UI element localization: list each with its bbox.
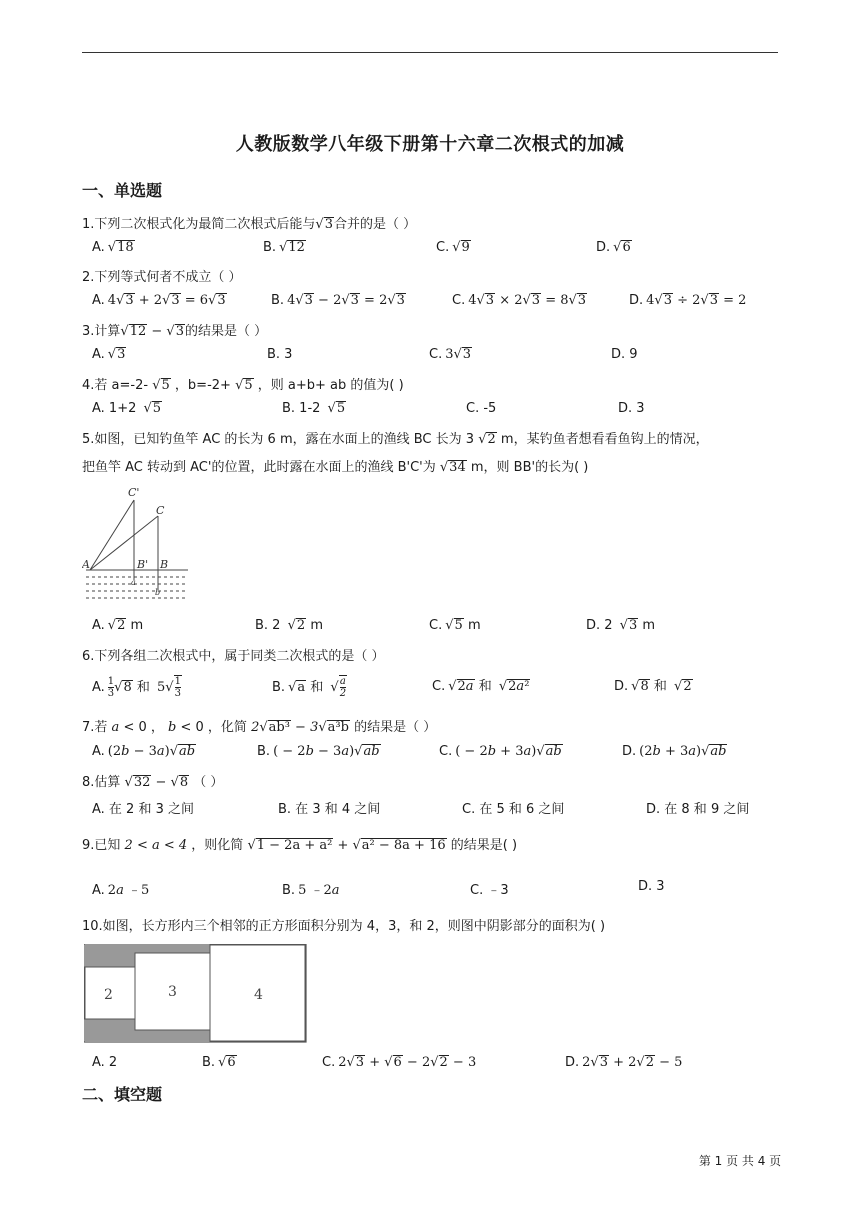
question-7: 7.若 a < 0 ， b < 0 ，化简 2√ab³ − 3√a³b 的结果是（ ） — [82, 720, 437, 735]
question-5-stem: 5.如图，已知钓鱼竿 AC 的长为 6 m，露在水面上的渔线 BC 长为 3 — [82, 432, 475, 447]
q1-option-b[interactable]: B. √12 — [263, 240, 305, 255]
q9-option-b[interactable]: B. 5 ﹣2a — [282, 883, 340, 898]
q3-option-a-label: A. — [92, 347, 105, 362]
question-10-options — [0, 1055, 860, 1075]
q7-option-d[interactable]: D. (2b + 3a)√ab — [622, 744, 727, 759]
q5-option-b[interactable]: B. 2 √2 m — [255, 618, 323, 633]
question-3: 3.计算√12 − √3的结果是（ ） — [82, 324, 268, 339]
question-5-stem-b: m，某钓鱼者想看看鱼钩上的情况， — [500, 432, 709, 447]
question-4-stem-mid: ，b=-2+ — [174, 378, 231, 393]
q8-option-b-label: B. 在 3 和 4 之间 — [278, 802, 381, 817]
q6-b-and: 和 — [310, 680, 324, 695]
question-4-stem: 4.若 a=-2- — [82, 378, 149, 393]
q2-option-b-label: B. — [271, 293, 285, 308]
question-1-stem-end: 合并的是（ ） — [333, 217, 417, 232]
q1-option-c-label: C. — [436, 240, 450, 255]
square-area-3: 3 — [168, 984, 177, 1000]
q10-option-a-label: A. 2 — [92, 1055, 118, 1070]
q5-option-c-unit: m — [467, 618, 481, 633]
question-5-line-1: 5.如图，已知钓鱼竿 AC 的长为 6 m，露在水面上的渔线 BC 长为 3 √2 m，某钓鱼者想看看鱼钩上的情况， — [82, 432, 709, 447]
q7-option-a[interactable]: A. (2b − 3a)√ab — [92, 744, 196, 759]
question-3-stem: 3.计算 — [82, 324, 121, 339]
q10-option-b-label: B. — [202, 1055, 216, 1070]
question-8-stem-end: （ ） — [193, 775, 224, 790]
q4-option-c-label: C. -5 — [466, 401, 497, 416]
label-b: B — [160, 558, 169, 571]
square-area-4: 4 — [254, 987, 263, 1003]
q2-option-c-label: C. — [452, 293, 466, 308]
q4-option-c[interactable] — [466, 401, 499, 416]
page-number: 第 1 页 共 4 页 — [698, 1154, 782, 1168]
q10-option-c-label: C. — [322, 1055, 336, 1070]
q8-option-c-label: C. 在 5 和 6 之间 — [462, 802, 565, 817]
q3-option-b[interactable] — [267, 347, 295, 362]
q6-d-and: 和 — [653, 679, 667, 694]
label-c: C — [156, 504, 165, 517]
q5-option-d[interactable]: D. 2 √3 m — [586, 618, 656, 633]
q3-option-c[interactable]: C. 3√3 — [429, 347, 472, 362]
question-3-stem-end: 的结果是（ ） — [184, 324, 268, 339]
fishing-rod-figure — [82, 484, 192, 606]
q9-option-c[interactable] — [470, 879, 512, 898]
q8-option-c[interactable] — [462, 798, 567, 817]
q5-option-c-label: C. — [429, 618, 443, 633]
question-8-stem: 8.估算 — [82, 775, 121, 790]
question-8-options — [0, 798, 860, 818]
q8-option-a[interactable] — [92, 798, 197, 817]
question-10: 10.如图，长方形内三个相邻的正方形面积分别为 4，3，和 2，则图中阴影部分的面积为( ) — [82, 919, 606, 934]
q5-option-b-label: B. 2 — [255, 618, 281, 633]
q6-option-d[interactable]: D. √8 和 √2 — [614, 679, 692, 694]
question-5-line-2: 把鱼竿 AC 转动到 AC'的位置，此时露在水面上的渔线 B'C'为 √34 m，则 BB'的长为( ) — [82, 460, 589, 475]
question-6-options — [0, 675, 860, 705]
q5-option-d-unit: m — [642, 618, 656, 633]
question-9-stem-c: 的结果是( ) — [450, 838, 518, 853]
question-2: 2.下列等式何者不成立（ ） — [82, 270, 242, 285]
q5-option-d-label: D. 2 — [586, 618, 613, 633]
question-4-options — [0, 401, 860, 421]
q6-option-b-label: B. — [272, 680, 286, 695]
q4-option-b[interactable]: B. 1-2 √5 — [282, 401, 346, 416]
question-5-stem-d: m，则 BB'的长为( ) — [470, 460, 589, 475]
q6-option-c[interactable]: C. √2a 和 √2a² — [432, 679, 530, 694]
q1-option-a[interactable]: A. √18 — [92, 240, 134, 255]
q8-option-a-label: A. 在 2 和 3 之间 — [92, 802, 195, 817]
label-hook-a: a — [131, 578, 136, 587]
q10-option-d[interactable]: D. 2√3 + 2√2 − 5 — [565, 1055, 683, 1070]
q6-option-a[interactable]: A. $\frac{1}{3}$ √8 和 5√ $\frac{1}{3}$ — [92, 676, 181, 699]
q3-option-d-label: D. 9 — [611, 347, 638, 362]
q10-option-b[interactable]: B. √6 — [202, 1055, 236, 1070]
q8-option-d[interactable] — [646, 798, 752, 817]
q9-option-a-label: A. — [92, 883, 105, 898]
label-a: A — [82, 558, 90, 571]
question-2-options — [0, 293, 860, 313]
q1-option-d[interactable]: D. √6 — [596, 240, 631, 255]
q3-option-b-label: B. 3 — [267, 347, 293, 362]
question-5-stem-c: 把鱼竿 AC 转动到 AC'的位置，此时露在水面上的渔线 B'C'为 — [82, 460, 436, 475]
q4-option-a-label: A. 1+2 — [92, 401, 137, 416]
question-5-options — [0, 618, 860, 638]
q2-option-a[interactable]: A. 4√3 + 2√3 = 6√3 — [92, 293, 226, 308]
q9-option-d[interactable] — [638, 879, 668, 894]
q9-option-c-label: C. ﹣3 — [470, 883, 509, 898]
q7-option-c-label: C. — [439, 744, 453, 759]
q7-option-a-label: A. — [92, 744, 105, 759]
q9-option-b-label: B. — [282, 883, 296, 898]
q4-option-d[interactable] — [618, 401, 648, 416]
q6-option-b[interactable]: B. √a 和 √ $\frac{a}{2}$ — [272, 676, 347, 699]
q6-option-c-label: C. — [432, 679, 446, 694]
q7-option-c[interactable]: C. ( − 2b + 3a)√ab — [439, 744, 562, 759]
question-7-stem-b: ，化简 — [207, 720, 247, 735]
question-9-stem-b: ，则化简 — [191, 838, 244, 853]
q7-option-d-label: D. — [622, 744, 637, 759]
q5-option-a[interactable]: A. √2 m — [92, 618, 144, 633]
q10-option-a[interactable] — [92, 1055, 120, 1070]
section-heading-fill-blank: 二、填空题 — [82, 1085, 163, 1104]
question-9-stem: 9.已知 — [82, 838, 121, 853]
q3-option-c-label: C. — [429, 347, 443, 362]
question-4: 4.若 a=-2- √5 ，b=-2+ √5 ，则 a+b+ ab 的值为( ) — [82, 378, 404, 393]
q5-option-a-unit: m — [130, 618, 144, 633]
q10-option-d-label: D. — [565, 1055, 580, 1070]
q1-option-b-label: B. — [263, 240, 277, 255]
question-4-stem-end: ，则 a+b+ ab 的值为( ) — [257, 378, 404, 393]
question-7-stem: 7.若 — [82, 720, 108, 735]
question-1-options — [0, 240, 860, 260]
q1-option-d-label: D. — [596, 240, 611, 255]
question-7-stem-c: 的结果是（ ） — [354, 720, 437, 735]
q7-option-b[interactable]: B. ( − 2b − 3a)√ab — [257, 744, 380, 759]
q1-option-c[interactable]: C. √9 — [436, 240, 470, 255]
q1-option-a-label: A. — [92, 240, 105, 255]
q2-option-b[interactable]: B. 4√3 − 2√3 = 2√3 — [271, 293, 405, 308]
q5-option-b-unit: m — [310, 618, 323, 633]
question-8: 8.估算 √32 − √8 （ ） — [82, 775, 224, 790]
question-7-options — [0, 744, 860, 764]
q6-option-d-label: D. — [614, 679, 629, 694]
q8-option-b[interactable] — [278, 798, 383, 817]
q10-option-c[interactable]: C. 2√3 + √6 − 2√2 − 3 — [322, 1055, 477, 1070]
question-3-options — [0, 347, 860, 367]
label-b-prime: B' — [137, 558, 149, 571]
q2-option-a-label: A. — [92, 293, 105, 308]
header-rule — [82, 52, 778, 53]
q9-option-d-label: D. 3 — [638, 879, 665, 894]
question-6: 6.下列各组二次根式中，属于同类二次根式的是（ ） — [82, 649, 385, 664]
q6-a-and: 和 — [136, 680, 150, 695]
page-title: 人教版数学八年级下册第十六章二次根式的加减 — [235, 134, 625, 155]
q4-option-b-label: B. 1-2 — [282, 401, 321, 416]
q3-option-d[interactable] — [611, 347, 641, 362]
question-9-options — [0, 879, 860, 899]
q4-option-a[interactable]: A. 1+2 √5 — [92, 401, 162, 416]
page-footer — [0, 1152, 860, 1169]
question-1-stem: 1.下列二次根式化为最简二次根式后能与 — [82, 217, 316, 232]
q9-option-a[interactable]: A. 2a ﹣5 — [92, 883, 150, 898]
label-hook-b: b — [155, 588, 161, 597]
label-c-prime: C' — [128, 486, 140, 499]
question-9: 9.已知 2 < a < 4 ，则化简 √1 − 2a + a² + √a² − 8a + 16 的结果是( ) — [82, 838, 518, 853]
q7-option-b-label: B. — [257, 744, 271, 759]
q3-option-a[interactable]: A. √3 — [92, 347, 126, 362]
q5-option-c[interactable]: C. √5 m — [429, 618, 481, 633]
q6-c-and: 和 — [478, 679, 492, 694]
q6-option-a-label: A. — [92, 680, 105, 695]
question-1: 1.下列二次根式化为最简二次根式后能与√3合并的是（ ） — [82, 217, 417, 232]
q2-option-d[interactable]: D. 4√3 ÷ 2√3 = 2 — [629, 293, 747, 308]
q5-option-a-label: A. — [92, 618, 105, 633]
q4-option-d-label: D. 3 — [618, 401, 645, 416]
q2-option-c[interactable]: C. 4√3 × 2√3 = 8√3 — [452, 293, 587, 308]
q2-option-d-label: D. — [629, 293, 644, 308]
square-area-2: 2 — [104, 987, 113, 1003]
section-heading-single-choice: 一、单选题 — [82, 181, 163, 200]
q8-option-d-label: D. 在 8 和 9 之间 — [646, 802, 750, 817]
squares-figure — [84, 944, 308, 1044]
